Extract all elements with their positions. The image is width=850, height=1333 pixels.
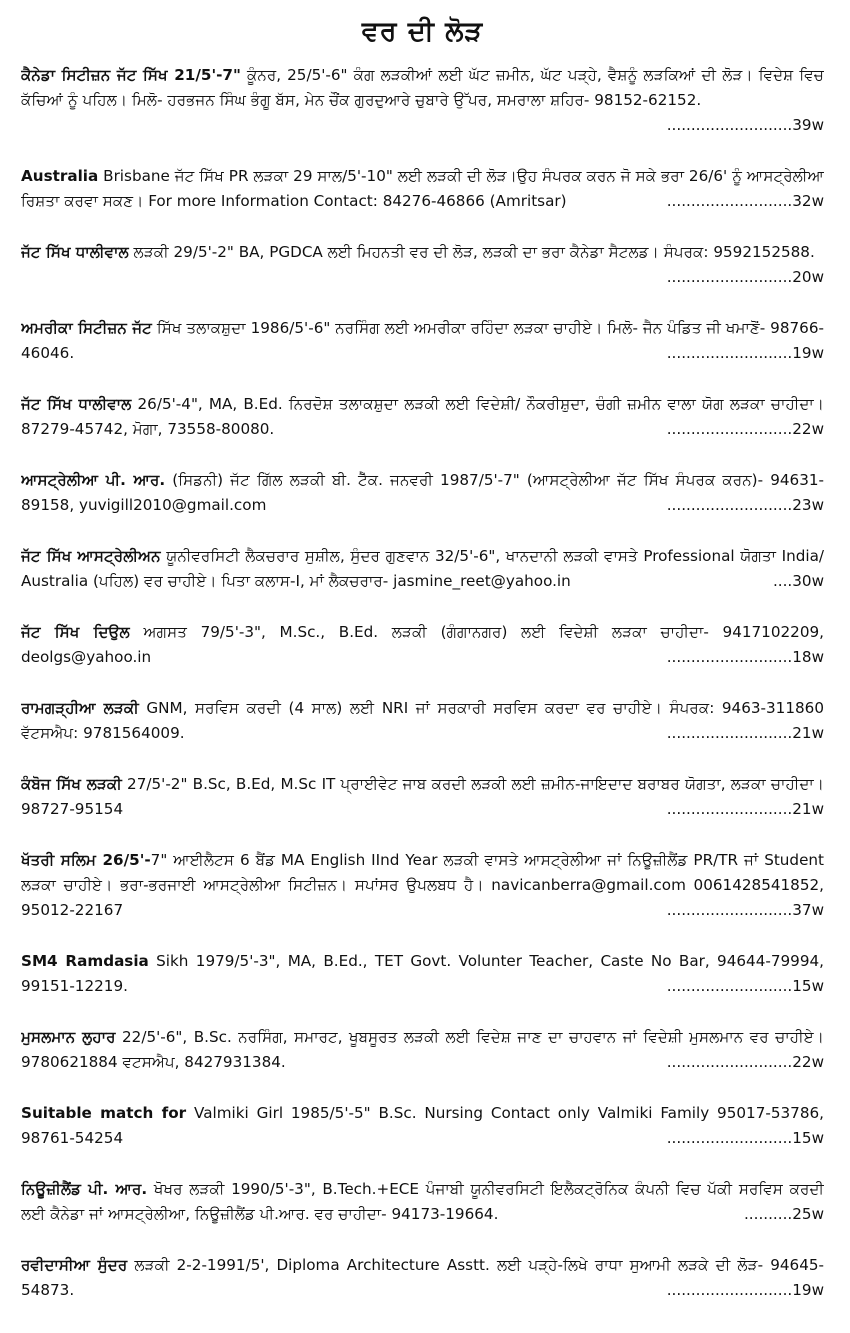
- classifieds-page: [0, 16, 850, 1333]
- ad-body: ਸਿੱਖ ਤਲਾਕਸ਼ੁਦਾ 1986/5'-6" ਨਰਸਿੰਗ ਲਈ ਅਮਰੀਕਾ ਰਹਿੰਦਾ ਲੜਕਾ ਚਾਹੀਏ। ਮਿਲੋ- ਜੈਨ ਪੰਡਿਤ ਜੀ ਖਮਾਣੋਂ- 98766-46046.: [21, 319, 824, 362]
- ad-heading: ਜੱਟ ਸਿੱਖ ਆਸਟ੍ਰੇਲੀਅਨ: [21, 547, 161, 565]
- classified-ad: [21, 392, 824, 442]
- classified-ad: [21, 1253, 824, 1303]
- ad-heading: ਆਸਟ੍ਰੇਲੀਆ ਪੀ. ਆਰ.: [21, 471, 166, 489]
- ad-body: Sikh 1979/5'-3", MA, B.Ed., TET Govt. Volunter Teacher, Caste No Bar, 94644-79994, 99151-12219.: [21, 952, 824, 995]
- ad-code: ..........................21w: [666, 724, 824, 742]
- classified-ad: [21, 848, 824, 923]
- ad-code: ..........................22w: [666, 1053, 824, 1071]
- ad-code: ..........25w: [743, 1205, 824, 1223]
- ad-body: 26/5'-4", MA, B.Ed. ਨਿਰਦੋਸ਼ ਤਲਾਕਸ਼ੁਦਾ ਲੜਕੀ ਲਈ ਵਿਦੇਸ਼ੀ/ ਨੌਕਰੀਸ਼ੁਦਾ, ਚੰਗੀ ਜ਼ਮੀਨ ਵਾਲਾ ਯੋਗ ਲੜਕਾ ਚਾਹੀਦਾ। 87279-45742, ਮੋਗਾ, 73558-80080.: [21, 395, 824, 438]
- ad-body: ਯੂਨੀਵਰਸਿਟੀ ਲੈਕਚਰਾਰ ਸੁਸ਼ੀਲ, ਸੁੰਦਰ ਗੁਣਵਾਨ 32/5'-6", ਖਾਨਦਾਨੀ ਲੜਕੀ ਵਾਸਤੇ Professional ਯੋਗਤਾ India/ Australia (ਪਹਿਲ) ਵਰ ਚਾਹੀਏ। ਪਿਤਾ ਕਲਾਸ-I, ਮਾਂ ਲੈਕਚਰਾਰ- jasmine_reet@yahoo.in: [21, 547, 824, 590]
- ad-code: ..........................22w: [666, 420, 824, 438]
- ad-body: 7" ਆਈਲੈਟਸ 6 ਬੈਂਡ MA English IInd Year ਲੜਕੀ ਵਾਸਤੇ ਆਸਟ੍ਰੇਲੀਆ ਜਾਂ ਨਿਊਜ਼ੀਲੈਂਡ PR/TR ਜਾਂ Student ਲੜਕਾ ਚਾਹੀਏ। ਭਰਾ-ਭਰਜਾਈ ਆਸਟ੍ਰੇਲੀਆ ਸਿਟੀਜ਼ਨ। ਸਪਾਂਸਰ ਉਪਲਬਧ ਹੈ। navicanberra@gmail.com 0061428541852, 95012-22167: [21, 851, 824, 919]
- classified-ad: [21, 240, 824, 290]
- ad-heading: ਜੱਟ ਸਿੱਖ ਧਾਲੀਵਾਲ: [21, 395, 132, 413]
- ad-code: ..........................19w: [666, 1281, 824, 1299]
- ad-body: ਕੂੰਨਰ, 25/5'-6" ਕੰਗ ਲੜਕੀਆਂ ਲਈ ਘੱਟ ਜ਼ਮੀਨ, ਘੱਟ ਪੜ੍ਹੇ, ਵੈਸ਼ਨੂੰ ਲੜਕਿਆਂ ਦੀ ਲੋੜ। ਵਿਦੇਸ਼ ਵਿਚ ਕੱਚਿਆਂ ਨੂੰ ਪਹਿਲ। ਮਿਲੋ- ਹਰਭਜਨ ਸਿੰਘ ਭੰਗੂ ਬੱਸ, ਮੇਨ ਚੌਂਕ ਗੁਰਦੁਆਰੇ ਚੁਬਾਰੇ ਉੱਪਰ, ਸਮਰਾਲਾ ਸ਼ਹਿਰ- 98152-62152.: [21, 66, 824, 109]
- classified-ad: [21, 63, 824, 138]
- ad-heading: ਰਵੀਦਾਸੀਆ ਸੁੰਦਰ: [21, 1256, 128, 1274]
- ad-code: ..........................39w: [666, 116, 824, 134]
- ad-body: Valmiki Girl 1985/5'-5" B.Sc. Nursing Contact only Valmiki Family 95017-53786, 98761-54254: [21, 1104, 824, 1147]
- ad-body: 27/5'-2" B.Sc, B.Ed, M.Sc IT ਪ੍ਰਾਈਵੇਟ ਜਾਬ ਕਰਦੀ ਲੜਕੀ ਲਈ ਜ਼ਮੀਨ-ਜਾਇਦਾਦ ਬਰਾਬਰ ਯੋਗਤਾ, ਲੜਕਾ ਚਾਹੀਦਾ। 98727-95154: [21, 775, 824, 818]
- ad-code: ..........................18w: [666, 648, 824, 666]
- ad-code: ..........................21w: [666, 800, 824, 818]
- classified-ad: [21, 1025, 824, 1075]
- ad-heading: ਅਮਰੀਕਾ ਸਿਟੀਜ਼ਨ ਜੱਟ: [21, 319, 152, 337]
- ad-heading: Suitable match for: [21, 1104, 187, 1122]
- ad-code: ..........................15w: [666, 1129, 824, 1147]
- ad-body: (ਸਿਡਨੀ) ਜੱਟ ਗਿੱਲ ਲੜਕੀ ਬੀ. ਟੈੱਕ. ਜਨਵਰੀ 1987/5'-7" (ਆਸਟ੍ਰੇਲੀਆ ਜੱਟ ਸਿੱਖ ਸੰਪਰਕ ਕਰਨ)- 94631-89158, yuvigill2010@gmail.com: [21, 471, 824, 514]
- page-title: ਵਰ ਦੀ ਲੋੜ: [361, 16, 484, 47]
- ad-code: ..........................23w: [666, 496, 824, 514]
- ad-heading: ਕੈਨੇਡਾ ਸਿਟੀਜ਼ਨ ਜੱਟ ਸਿੱਖ 21/5'-7": [21, 66, 241, 84]
- ad-heading: ਜੱਟ ਸਿੱਖ ਧਾਲੀਵਾਲ: [21, 243, 129, 261]
- classified-ad: [21, 544, 824, 594]
- ad-heading: Australia: [21, 167, 99, 185]
- ad-heading: SM4 Ramdasia: [21, 952, 149, 970]
- ad-body: ਲੜਕੀ 29/5'-2" BA, PGDCA ਲਈ ਮਿਹਨਤੀ ਵਰ ਦੀ ਲੋੜ, ਲੜਕੀ ਦਾ ਭਰਾ ਕੈਨੇਡਾ ਸੈਟਲਡ। ਸੰਪਰਕ: 9592152588.: [128, 243, 815, 261]
- ad-code: ..........................15w: [666, 977, 824, 995]
- ad-code: ..........................20w: [666, 268, 824, 286]
- ad-code: ..........................19w: [666, 344, 824, 362]
- ad-code: ..........................32w: [666, 192, 824, 210]
- classified-ad: [21, 316, 824, 366]
- ad-body: GNM, ਸਰਵਿਸ ਕਰਦੀ (4 ਸਾਲ) ਲਈ NRI ਜਾਂ ਸਰਕਾਰੀ ਸਰਵਿਸ ਕਰਦਾ ਵਰ ਚਾਹੀਏ। ਸੰਪਰਕ: 9463-311860 ਵੱਟਸਐਪ: 9781564009.: [21, 699, 824, 742]
- ad-code: ..........................37w: [666, 901, 824, 919]
- ad-heading: ਮੁਸਲਮਾਨ ਲੁਹਾਰ: [21, 1028, 116, 1046]
- ad-heading: ਰਾਮਗੜ੍ਹੀਆ ਲੜਕੀ: [21, 699, 139, 717]
- classified-ad: [21, 468, 824, 518]
- ad-heading: ਕੰਬੋਜ ਸਿੱਖ ਲੜਕੀ: [21, 775, 122, 793]
- ad-body: Brisbane ਜੱਟ ਸਿੱਖ PR ਲੜਕਾ 29 ਸਾਲ/5'-10" ਲਈ ਲੜਕੀ ਦੀ ਲੋੜ।ਉਹ ਸੰਪਰਕ ਕਰਨ ਜੋ ਸਕੇ ਭਰਾ 26/6' ਨੂੰ ਆਸਟ੍ਰੇਲੀਆ ਰਿਸ਼ਤਾ ਕਰਵਾ ਸਕਣ। For more Information Contact: 84276-46866 (Amritsar): [21, 167, 824, 210]
- classified-ad: [21, 1177, 824, 1227]
- ad-heading: ਜੱਟ ਸਿੱਖ ਦਿਉਲ: [21, 623, 130, 641]
- classified-ad: [21, 164, 824, 214]
- ads-list: [21, 63, 824, 1329]
- ad-body: ਲੜਕੀ 2-2-1991/5', Diploma Architecture Asstt. ਲਈ ਪੜ੍ਹੇ-ਲਿਖੇ ਰਾਧਾ ਸੁਆਮੀ ਲੜਕੇ ਦੀ ਲੋੜ- 94645-54873.: [21, 1256, 824, 1299]
- classified-ad: [21, 949, 824, 999]
- classified-ad: [21, 772, 824, 822]
- ad-heading: ਖੱਤਰੀ ਸਲਿਮ 26/5'-: [21, 851, 151, 869]
- ad-body: ਅਗਸਤ 79/5'-3", M.Sc., B.Ed. ਲੜਕੀ (ਗੰਗਾਨਗਰ) ਲਈ ਵਿਦੇਸ਼ੀ ਲੜਕਾ ਚਾਹੀਦਾ- 9417102209, deolgs@yahoo.in: [21, 623, 824, 666]
- ad-body: 22/5'-6", B.Sc. ਨਰਸਿੰਗ, ਸਮਾਰਟ, ਖੂਬਸੂਰਤ ਲੜਕੀ ਲਈ ਵਿਦੇਸ਼ ਜਾਣ ਦਾ ਚਾਹਵਾਨ ਜਾਂ ਵਿਦੇਸ਼ੀ ਮੁਸਲਮਾਨ ਵਰ ਚਾਹੀਏ। 9780621884 ਵਟਸਐਪ, 8427931384.: [21, 1028, 824, 1071]
- ad-body: ਖੋਖਰ ਲੜਕੀ 1990/5'-3", B.Tech.+ECE ਪੰਜਾਬੀ ਯੂਨੀਵਰਸਿਟੀ ਇਲੈਕਟ੍ਰੋਨਿਕ ਕੰਪਨੀ ਵਿਚ ਪੱਕੀ ਸਰਵਿਸ ਕਰਦੀ ਲਈ ਕੈਨੇਡਾ ਜਾਂ ਆਸਟ੍ਰੇਲੀਆ, ਨਿਊਜ਼ੀਲੈਂਡ ਪੀ.ਆਰ. ਵਰ ਚਾਹੀਦਾ- 94173-19664.: [21, 1180, 824, 1223]
- ad-heading: ਨਿਊਜ਼ੀਲੈਂਡ ਪੀ. ਆਰ.: [21, 1180, 148, 1198]
- classified-ad: [21, 620, 824, 670]
- classified-ad: [21, 696, 824, 746]
- classified-ad: [21, 1101, 824, 1151]
- ad-code: ....30w: [772, 572, 824, 590]
